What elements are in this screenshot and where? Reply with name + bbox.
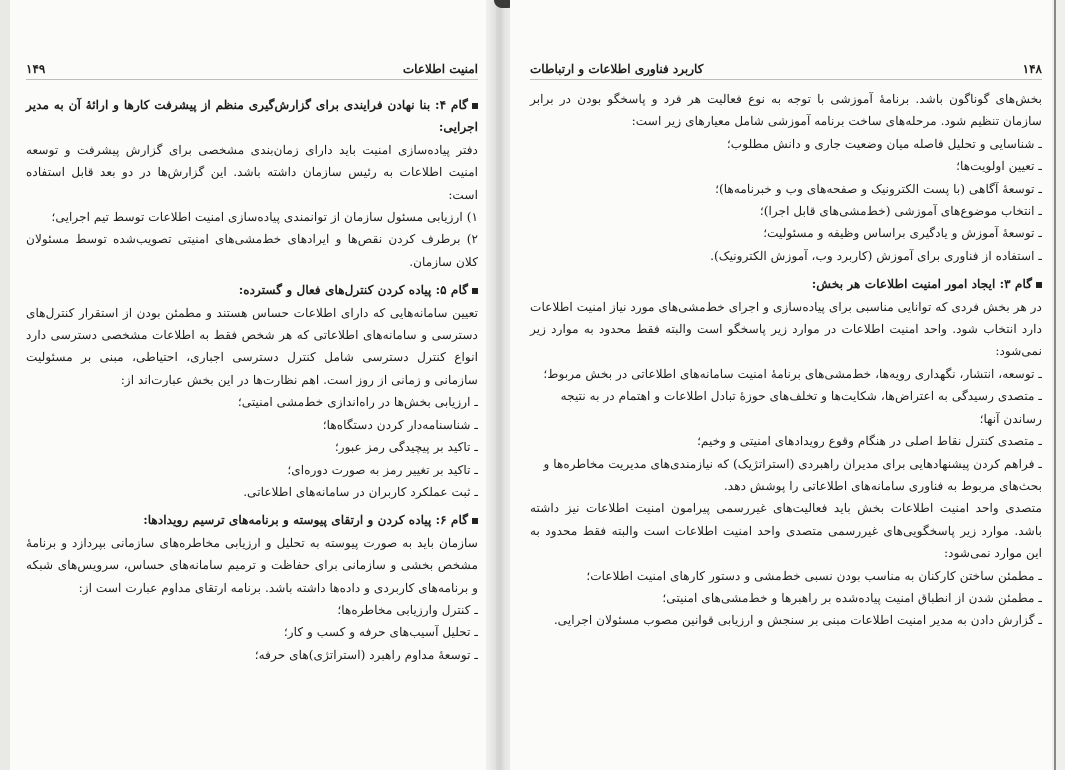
paragraph: بخش‌های گوناگون باشد. برنامهٔ آموزشی با توجه به نوع فعالیت هر فرد و پاسخگو بودن در برابر سازمان تنظیم شود. مرحله‌های ساخت برنامه آموزشی شامل معیارهای زیر است: [530,92,1042,129]
step-heading [26,509,478,531]
list-item: ـ تاکید بر پیچیدگی رمز عبور؛ [26,436,478,458]
left-page-edge [0,0,10,770]
step-heading-text: گام ۵: پیاده کردن کنترل‌های فعال و گسترده: [238,283,468,298]
list-item: ـ متصدی رسیدگی به اعتراض‌ها، شکایت‌ها و تخلف‌های حوزهٔ تبادل اطلاعات و اهتمام در به نتیجه رساندن آنها؛ [530,385,1042,430]
list-item: ـ مطمئن شدن از انطباق امنیت پیاده‌شده بر راهبرها و خط‌مشی‌های امنیتی؛ [530,587,1042,609]
list-item: ـ مطمئن ساختن کارکنان به مناسب بودن نسبی خط‌مشی و دستور کارهای امنیت اطلاعات؛ [530,565,1042,587]
right-page-edge [1052,0,1065,770]
left-page-number: ۱۴۹ [26,62,46,76]
bullet-square-icon [472,518,478,524]
step-heading [26,279,478,301]
paragraph: تعیین سامانه‌هایی که دارای اطلاعات حساس هستند و مطمئن بودن از استقرار کنترل‌های دسترسی و سامانه‌های اطلاعاتی که هر شخص فقط به اطلاعات مشخصی دسترسی دارد انواع کنترل دسترسی شامل کنترل دسترسی اجباری، احتیاطی، مبنی بر مسئولیت سازمانی و زمانی از روز است. اهم نظارت‌ها در این بخش عبارت‌اند از: [26,305,478,387]
step-heading-text: گام ۴: بنا نهادن فرایندی برای گزارش‌گیری منظم از پیشرفت کارها و ارائهٔ آن به مدیر اجرایی: [26,98,478,135]
step-heading-text: گام ۶: پیاده کردن و ارتقای پیوسته و برنامه‌های ترسیم رویدادها: [143,513,468,528]
right-page-header [530,62,1042,80]
left-page [10,0,496,770]
list-item: ـ تعیین اولویت‌ها؛ [530,155,1042,177]
right-page [510,0,1052,770]
list-item: ـ ثبت عملکرد کاربران در سامانه‌های اطلاعاتی. [26,481,478,503]
right-page-body [530,88,1042,632]
right-header-title: کاربرد فناوری اطلاعات و ارتباطات [530,62,704,76]
list-item: ـ تحلیل آسیب‌های حرفه و کسب و کار؛ [26,621,478,643]
left-page-body [26,88,478,666]
list-item: ـ تاکید بر تغییر رمز به صورت دوره‌ای؛ [26,459,478,481]
list-item: ـ شناسنامه‌دار کردن دستگاه‌ها؛ [26,414,478,436]
bullet-square-icon [472,288,478,294]
list-item: ـ فراهم کردن پیشنهادهایی برای مدیران راهبردی (استراتژیک) که نیازمندی‌های مدیریت مخاطره‌ها و بحث‌های مربوط به فناوری سامانه‌های اطلاعاتی را پوشش دهد. [530,453,1042,498]
paragraph: ۲) برطرف کردن نقص‌ها و ایرادهای خط‌مشی‌های امنیتی تصویب‌شده توسط مسئولان کلان سازمان. [26,232,478,269]
paragraph: سازمان باید به صورت پیوسته به تحلیل و ارزیابی مخاطره‌های سازمانی بپردازد و برنامهٔ مشخص بخشی و سازمانی برای حفاظت و ترمیم سامانه‌های حساس، سرویس‌های شبکه و برنامه‌های کاربردی و داده‌ها داشته باشد. برنامه ارتقای مداوم عبارت است از: [26,535,478,595]
list-item: ـ متصدی کنترل نقاط اصلی در هنگام وقوع رویدادهای امنیتی و وخیم؛ [530,430,1042,452]
paragraph: در هر بخش فردی که توانایی مناسبی برای پیاده‌سازی و اجرای خط‌مشی‌های مورد نیاز امنیت اطلاعات دارد انتخاب شود. واحد امنیت اطلاعات در موارد زیر پاسخگو است والبته فقط محدود به موارد زیر نمی‌شود: [530,299,1042,359]
list-item: ـ توسعهٔ آگاهی (با پست الکترونیک و صفحه‌های وب و خبرنامه‌ها)؛ [530,178,1042,200]
paragraph: ۱) ارزیابی مسئول سازمان از توانمندی پیاده‌سازی امنیت اطلاعات توسط تیم اجرایی؛ [51,210,478,225]
list-item: ـ توسعه، انتشار، نگهداری رویه‌ها، خط‌مشی‌های برنامهٔ امنیت سامانه‌های اطلاعاتی در بخش مربوط؛ [530,363,1042,385]
step-heading [26,94,478,139]
left-page-header [26,62,478,80]
bullet-square-icon [472,103,478,109]
step-heading-text: گام ۳: ایجاد امور امنیت اطلاعات هر بخش: [811,277,1032,292]
list-item: ـ استفاده از فناوری برای آموزش (کاربرد وب، آموزش الکترونیک). [530,245,1042,267]
list-item: ـ کنترل وارزیابی مخاطره‌ها؛ [26,599,478,621]
list-item: ـ توسعهٔ مداوم راهبرد (استراتژی)های حرفه؛ [26,644,478,666]
list-item: ـ ارزیابی بخش‌ها در راه‌اندازی خط‌مشی امنیتی؛ [26,391,478,413]
paragraph: متصدی واحد امنیت اطلاعات بخش باید فعالیت‌های غیررسمی پیرامون امنیت اطلاعات نیز داشته باشد. موارد زیر پاسخگویی‌های غیررسمی متصدی واحد امنیت اطلاعات است والبته فقط محدود به این موارد نمی‌شود: [530,501,1042,561]
list-item: ـ گزارش دادن به مدیر امنیت اطلاعات مبنی بر سنجش و ارزیابی قوانین مصوب مسئولان اجرایی. [530,609,1042,631]
step-heading [530,273,1042,295]
list-item: ـ شناسایی و تحلیل فاصله میان وضعیت جاری و دانش مطلوب؛ [530,133,1042,155]
paragraph: دفتر پیاده‌سازی امنیت باید دارای زمان‌بندی مشخصی برای گزارش پیشرفت و توسعه امنیت اطلاعات به رئیس سازمان داشته باشد. این گزارش‌ها در دو بعد قابل استفاده است: [26,142,478,202]
list-item: ـ توسعهٔ آموزش و یادگیری براساس وظیفه و مسئولیت؛ [530,222,1042,244]
left-header-title: امنیت اطلاعات [402,62,478,76]
right-page-number: ۱۴۸ [1022,62,1042,76]
list-item: ـ انتخاب موضوع‌های آموزشی (خط‌مشی‌های قابل اجرا)؛ [530,200,1042,222]
bullet-square-icon [1036,282,1042,288]
